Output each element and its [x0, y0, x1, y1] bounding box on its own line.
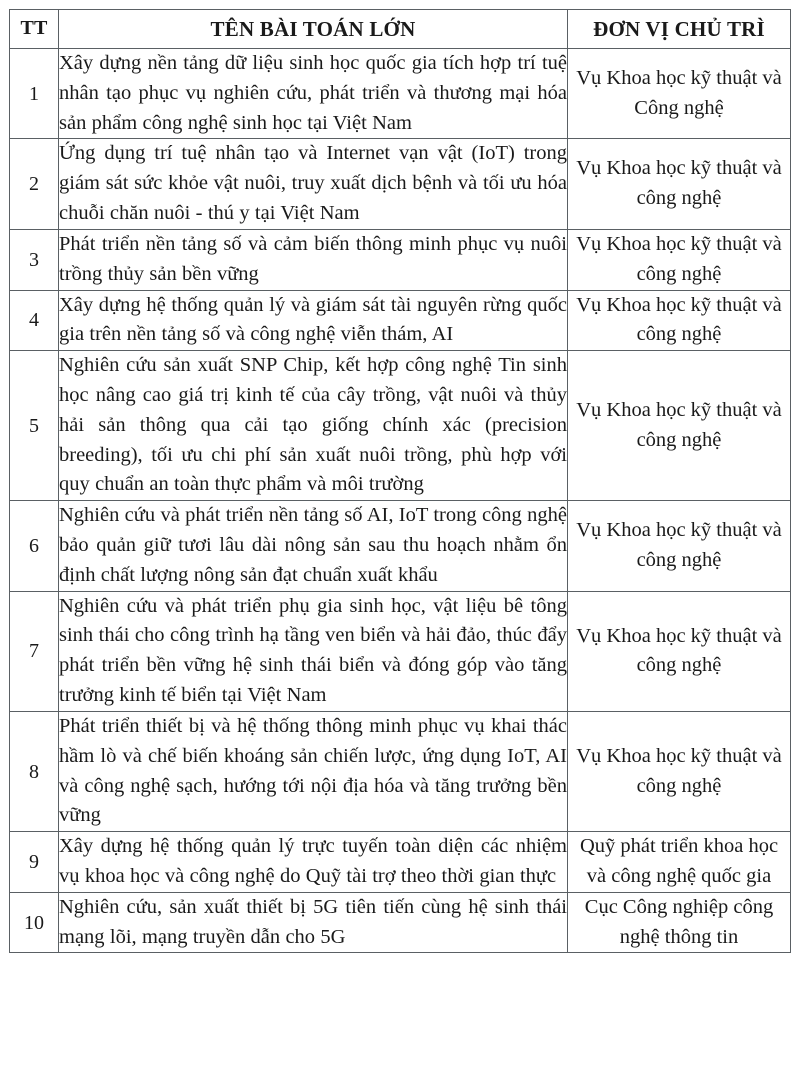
column-header-index: TT [10, 10, 59, 49]
cell-lead-unit [568, 711, 791, 831]
cell-task-name [59, 711, 568, 831]
table-row [10, 290, 791, 351]
table-row [10, 591, 791, 711]
cell-task-name [59, 832, 568, 893]
cell-task-name [59, 351, 568, 501]
cell-task-name [59, 501, 568, 591]
task-name-text: Nghiên cứu và phát triển nền tảng số AI, IoT trong công nghệ bảo quản giữ tươi lâu dài nông sản sau thu hoạch nhằm ổn định chất lượng nông sản đạt chuẩn xuất khẩu [59, 504, 567, 586]
cell-task-name [59, 290, 568, 351]
lead-unit-text: Quỹ phát triển khoa học và công nghệ quốc gia [579, 835, 779, 887]
cell-lead-unit [568, 229, 791, 290]
table-row [10, 229, 791, 290]
lead-unit-text: Vụ Khoa học kỹ thuật và công nghệ [576, 624, 782, 677]
cell-index: 1 [10, 49, 59, 139]
task-name-text: Nghiên cứu, sản xuất thiết bị 5G tiên tiến cùng hệ sinh thái mạng lõi, mạng truyền dẫn cho 5G [59, 895, 567, 948]
cell-lead-unit [568, 501, 791, 591]
table-row [10, 501, 791, 591]
cell-index: 6 [10, 501, 59, 591]
cell-task-name [59, 139, 568, 229]
task-name-text: Ứng dụng trí tuệ nhân tạo và Internet vạn vật (IoT) trong giám sát sức khỏe vật nuôi, truy xuất dịch bệnh và tối ưu hóa chuỗi chăn nuôi - thú y tại Việt Nam [59, 142, 567, 225]
table-row [10, 711, 791, 831]
cell-index: 7 [10, 591, 59, 711]
cell-task-name [59, 229, 568, 290]
cell-lead-unit [568, 351, 791, 501]
cell-lead-unit [568, 892, 791, 953]
table-header [10, 10, 791, 49]
lead-unit-text: Vụ Khoa học kỹ thuật và công nghệ [576, 157, 782, 210]
cell-index: 9 [10, 832, 59, 893]
lead-unit-text: Vụ Khoa học kỹ thuật và công nghệ [576, 293, 782, 346]
cell-task-name [59, 591, 568, 711]
cell-lead-unit [568, 139, 791, 229]
cell-index: 8 [10, 711, 59, 831]
lead-unit-text: Cục Công nghiệp công nghệ thông tin [584, 895, 774, 948]
table-row [10, 892, 791, 953]
table-body [10, 49, 791, 953]
column-header-lead-unit: ĐƠN VỊ CHỦ TRÌ [568, 10, 791, 49]
lead-unit-text: Vụ Khoa học kỹ thuật và công nghệ [576, 232, 782, 285]
table-row [10, 351, 791, 501]
cell-task-name [59, 892, 568, 953]
cell-index: 10 [10, 892, 59, 953]
column-header-task-name: TÊN BÀI TOÁN LỚN [59, 10, 568, 49]
task-name-text: Phát triển thiết bị và hệ thống thông minh phục vụ khai thác hầm lò và chế biến khoáng sản chiến lược, ứng dụng IoT, AI và công nghệ sạch, hướng tới nội địa hóa và tăng trưởng bền vững [59, 714, 567, 827]
cell-lead-unit [568, 49, 791, 139]
task-name-text: Xây dựng hệ thống quản lý và giám sát tài nguyên rừng quốc gia trên nền tảng số và công nghệ viễn thám, AI [59, 293, 567, 346]
cell-index: 4 [10, 290, 59, 351]
lead-unit-text: Vụ Khoa học kỹ thuật và công nghệ [576, 744, 782, 797]
table-row [10, 832, 791, 893]
task-name-text: Xây dựng nền tảng dữ liệu sinh học quốc gia tích hợp trí tuệ nhân tạo phục vụ nghiên cứu, phát triển và thương mại hóa sản phẩm công nghệ sinh học tại Việt Nam [59, 52, 567, 134]
lead-unit-text: Vụ Khoa học kỹ thuật và công nghệ [576, 519, 782, 571]
task-name-text: Nghiên cứu và phát triển phụ gia sinh học, vật liệu bê tông sinh thái cho công trình hạ tầng ven biển và hải đảo, thúc đẩy phát triển bền vững hệ sinh thái biển và đóng góp vào tăng trưởng kinh tế biển tại Việt Nam [59, 594, 567, 707]
cell-task-name [59, 49, 568, 139]
table-header-row [10, 10, 791, 49]
table-row [10, 49, 791, 139]
task-name-text: Xây dựng hệ thống quản lý trực tuyến toàn diện các nhiệm vụ khoa học và công nghệ do Quỹ tài trợ theo thời gian thực [59, 835, 567, 887]
task-name-text: Nghiên cứu sản xuất SNP Chip, kết hợp công nghệ Tin sinh học nâng cao giá trị kinh tế của cây trồng, vật nuôi và thủy hải sản thông qua cải tạo giống chính xác (precision breeding), tối ưu chi phí sản xuất nuôi trồng, phù hợp với quy chuẩn an toàn thực phẩm và môi trường [59, 354, 567, 496]
lead-unit-text: Vụ Khoa học kỹ thuật và Công nghệ [576, 67, 782, 119]
cell-lead-unit [568, 290, 791, 351]
cell-index: 3 [10, 229, 59, 290]
cell-lead-unit [568, 832, 791, 893]
table-row [10, 139, 791, 229]
lead-unit-text: Vụ Khoa học kỹ thuật và công nghệ [576, 398, 782, 451]
task-list-table [9, 9, 791, 953]
cell-index: 5 [10, 351, 59, 501]
cell-index: 2 [10, 139, 59, 229]
cell-lead-unit [568, 591, 791, 711]
task-name-text: Phát triển nền tảng số và cảm biến thông minh phục vụ nuôi trồng thủy sản bền vững [59, 232, 567, 285]
